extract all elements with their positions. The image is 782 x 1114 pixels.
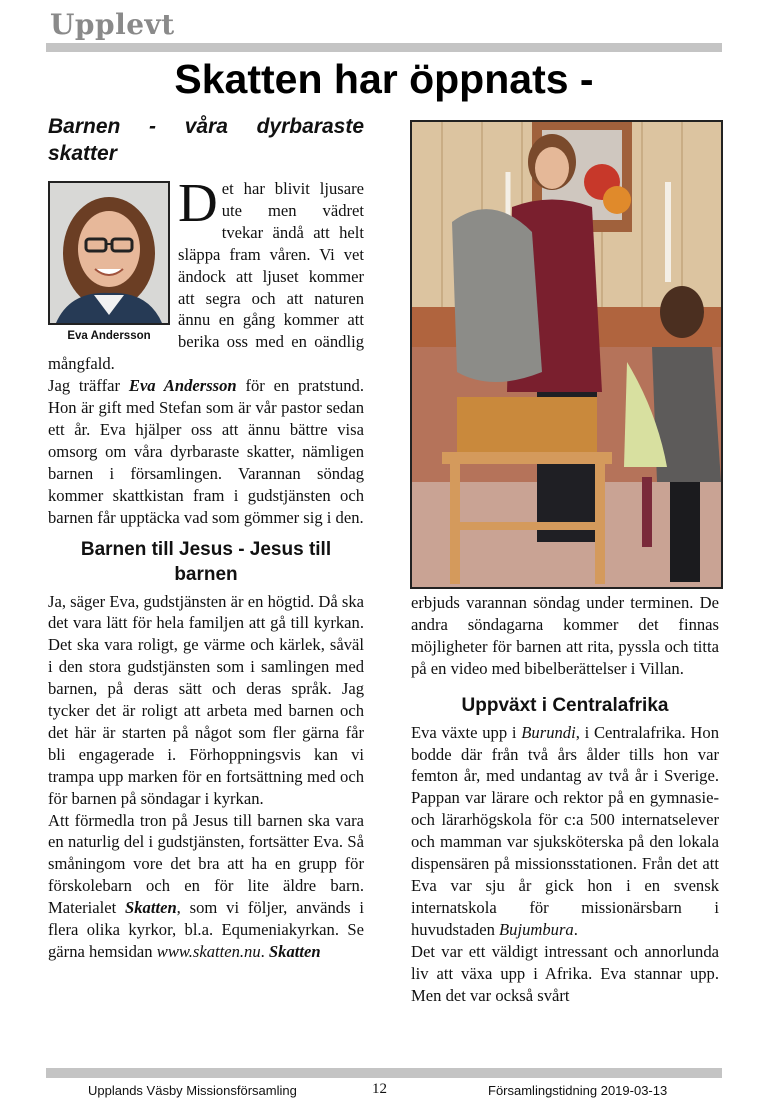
footer-issue: Församlingstidning 2019-03-13 [488, 1083, 668, 1098]
website-link[interactable]: www.skatten.nu [156, 942, 261, 961]
paragraph-2: Jag träffar Eva Andersson för en pratstund. Hon är gift med Stefan som är vår pastor sedan ett år. Eva hjälper oss att ännu bättre visa omsorg om våra dyrbaraste skatter, nämligen barnen i församlingen. Varannan söndag kommer skattkistan fram i gudstjänsten och barnen får upptäcka vad som gömmer sig i den. [48, 376, 364, 527]
subhead-uppvaxt: Uppväxt i Centralafrika [461, 694, 669, 716]
footer-rule [46, 1068, 722, 1078]
intro-paragraph: Det har blivit ljusare ute men vädret tvekar ändå att helt släppa fram våren. Vi vet ändock att ljuset kommer att segra och att naturen ännu en gång kommer att berika oss med en oändlig mångfald. [48, 172, 364, 374]
section-label: Upplevt [50, 8, 175, 41]
footer-page-number: 12 [372, 1081, 387, 1097]
kicker: Barnen - våra dyrbaraste skatter [48, 115, 364, 165]
right-column [411, 592, 719, 1006]
portrait [48, 181, 170, 343]
subhead-barnen: Barnen till Jesus - Jesus till barnen [80, 538, 332, 585]
name-emphasis: Eva Andersson [128, 376, 237, 396]
church-photo [410, 120, 723, 589]
footer-publisher: Upplands Väsby Missionsförsamling [88, 1083, 297, 1098]
paragraph-6: Det var ett väldigt intressant och annorlunda liv att växa upp i Afrika. Eva stannar upp. Men det var också svårt [411, 941, 719, 1005]
paragraph-5: Eva växte upp i Burundi, i Centralafrika. Hon bodde där från två års ålder tills hon var femton år, med undantag av två år i Sverige. Pappan var lärare och rektor på en gymnasie- och lärarhögskola för c:a 500 internatselever och mamman var sjuksköterska på den lokala dispensären på missionsstationen. Från det att Eva var sju år gick hon i en svensk internatskola för missionärsbarn i huvudstaden Bujumbura. [411, 722, 720, 939]
dropcap: D [178, 172, 218, 233]
portrait-image [48, 181, 170, 325]
paragraph-3: Ja, säger Eva, gudstjänsten är en högtid. Då ska det vara lätt för hela familjen att gå till kyrkan. Det ska vara roligt, ge värme och kärlek, såväl i den stora gudstjänsten som i samlingen med barnen, på deras sätt och deras språk. Jag tycker det är roligt att arbeta med barnen och det här är starten på något som fler gärna får bli engagerade i. Förhoppningsvis kan vi trampa upp marken för en fortsättning med och för barnen på söndagar i kyrkan. [48, 591, 364, 808]
headline: Skatten har öppnats - [174, 56, 594, 102]
header-rule [46, 43, 722, 52]
portrait-caption: Eva Andersson [67, 330, 151, 342]
paragraph-4-continued: erbjuds varannan söndag under terminen. De andra söndagarna kommer det finnas möjligheter för barnen att rita, pyssla och titta på en video med bibelberättelser i Villan. [411, 593, 719, 678]
left-column [48, 113, 364, 963]
paragraph-4: Att förmedla tron på Jesus till barnen ska vara en naturlig del i gudstjänsten, fortsätter Eva. Så småningom vore det bra att ha en grupp för förskolebarn och en för lite äldre barn. Materialet Skatten, som vi följer, används i flera olika kyrkor, bl.a. Equmeniakyrkan. Se gärna hemsidan www.skatten.nu. Skatten [48, 810, 364, 961]
